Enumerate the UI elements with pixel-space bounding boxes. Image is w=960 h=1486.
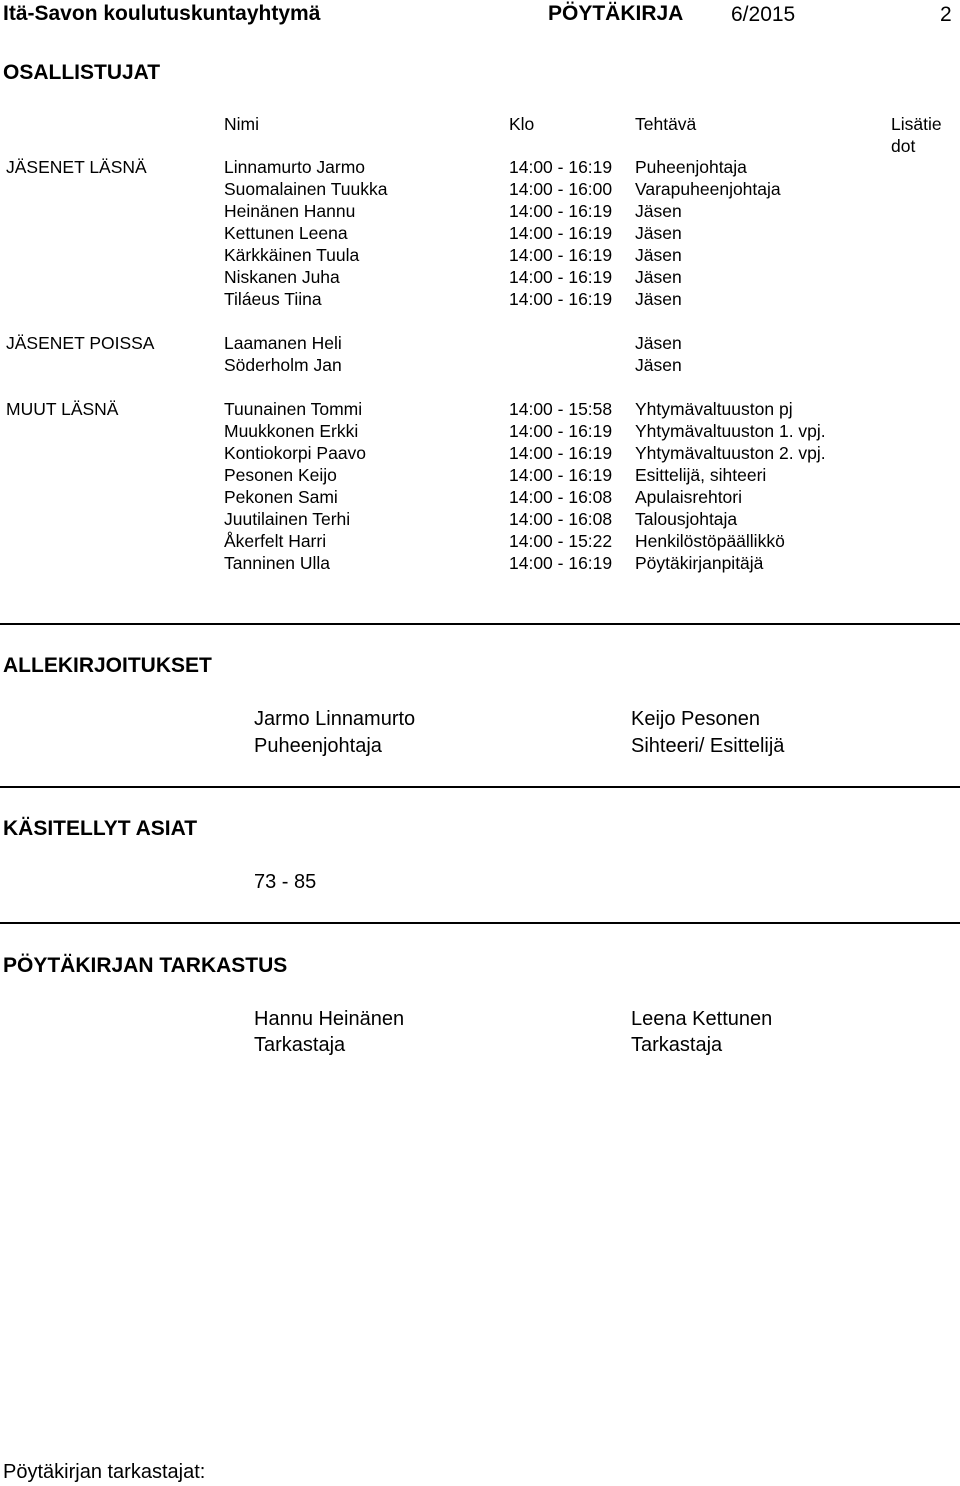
- reviewer-left-role: Tarkastaja: [254, 1034, 346, 1056]
- participant-row: [0, 443, 960, 465]
- participant-time: 14:00 - 15:58: [509, 399, 613, 419]
- participant-role: Yhtymävaltuuston 2. vpj.: [635, 443, 826, 463]
- participant-row: [0, 531, 960, 553]
- participant-row: [0, 333, 960, 355]
- reviewer-left-name: Hannu Heinänen: [254, 1008, 405, 1030]
- participant-role: Yhtymävaltuuston pj: [635, 399, 793, 419]
- participant-time: 14:00 - 16:19: [509, 223, 613, 243]
- participant-role: Jäsen: [635, 201, 682, 221]
- participant-time: 14:00 - 16:19: [509, 245, 613, 265]
- participant-time: 14:00 - 16:08: [509, 487, 613, 507]
- participant-row: [0, 553, 960, 575]
- participant-name: Heinänen Hannu: [224, 201, 356, 221]
- participant-time: 14:00 - 16:00: [509, 179, 613, 199]
- document-type: PÖYTÄKIRJA: [548, 2, 684, 25]
- participant-time: 14:00 - 16:19: [509, 421, 613, 441]
- participant-row: [0, 223, 960, 245]
- participant-role: Talousjohtaja: [635, 509, 738, 529]
- participant-name: Niskanen Juha: [224, 267, 340, 287]
- participant-time: 14:00 - 16:19: [509, 201, 613, 221]
- participant-time: 14:00 - 16:19: [509, 443, 613, 463]
- participant-name: Tanninen Ulla: [224, 553, 331, 573]
- participant-name: Suomalainen Tuukka: [224, 179, 388, 199]
- participant-row: [0, 157, 960, 179]
- participant-time: 14:00 - 16:19: [509, 553, 613, 573]
- participant-name: Tuunainen Tommi: [224, 399, 363, 419]
- participant-row: [0, 487, 960, 509]
- participant-row: [0, 267, 960, 289]
- participant-name: Muukkonen Erkki: [224, 421, 359, 441]
- participant-role: Pöytäkirjanpitäjä: [635, 553, 764, 573]
- participant-name: Pesonen Keijo: [224, 465, 337, 485]
- participant-role: Jäsen: [635, 267, 682, 287]
- page-number: 2: [940, 3, 952, 26]
- participant-role: Henkilöstöpäällikkö: [635, 531, 785, 551]
- participant-name: Kärkkäinen Tuula: [224, 245, 360, 265]
- participant-time: 14:00 - 16:19: [509, 157, 613, 177]
- participant-name: Linnamurto Jarmo: [224, 157, 366, 177]
- participant-row: [0, 465, 960, 487]
- signature-right-role: Sihteeri/ Esittelijä: [631, 735, 785, 757]
- column-header-name: Nimi: [224, 114, 259, 134]
- participant-name: Kontiokorpi Paavo: [224, 443, 367, 463]
- signature-left-role: Puheenjohtaja: [254, 735, 382, 757]
- section-divider: [0, 623, 960, 625]
- participant-name: Åkerfelt Harri: [224, 531, 327, 551]
- participant-role: Puheenjohtaja: [635, 157, 747, 177]
- column-header-notes-2: dot: [891, 136, 916, 156]
- participant-role: Esittelijä, sihteeri: [635, 465, 767, 485]
- handled-items-range: 73 - 85: [254, 871, 317, 893]
- participant-time: 14:00 - 16:19: [509, 289, 613, 309]
- handled-items-heading: KÄSITELLYT ASIAT: [3, 817, 198, 840]
- column-header-time: Klo: [509, 114, 535, 134]
- column-header-notes-1: Lisätie: [891, 114, 942, 134]
- participants-heading: OSALLISTUJAT: [3, 61, 161, 84]
- participant-role: Yhtymävaltuuston 1. vpj.: [635, 421, 826, 441]
- participant-row: [0, 509, 960, 531]
- participant-role: Jäsen: [635, 355, 682, 375]
- participant-row: [0, 355, 960, 377]
- reviewers-label: Pöytäkirjan tarkastajat:: [3, 1461, 206, 1483]
- participant-row: [0, 201, 960, 223]
- participant-role: Jäsen: [635, 333, 682, 353]
- group-label: MUUT LÄSNÄ: [6, 399, 119, 419]
- participant-name: Kettunen Leena: [224, 223, 348, 243]
- signature-left-name: Jarmo Linnamurto: [254, 708, 416, 730]
- participant-row: [0, 245, 960, 267]
- participant-role: Apulaisrehtori: [635, 487, 742, 507]
- column-header-role: Tehtävä: [635, 114, 697, 134]
- participant-time: 14:00 - 16:08: [509, 509, 613, 529]
- review-heading: PÖYTÄKIRJAN TARKASTUS: [3, 954, 288, 977]
- participant-role: Jäsen: [635, 223, 682, 243]
- participant-name: Juutilainen Terhi: [224, 509, 351, 529]
- participant-row: [0, 179, 960, 201]
- participant-time: 14:00 - 16:19: [509, 267, 613, 287]
- participant-row: [0, 421, 960, 443]
- participant-role: Jäsen: [635, 245, 682, 265]
- organization-name: Itä-Savon koulutuskuntayhtymä: [3, 2, 321, 25]
- participant-time: 14:00 - 16:19: [509, 465, 613, 485]
- group-label: JÄSENET POISSA: [6, 333, 155, 353]
- document-number: 6/2015: [731, 3, 796, 26]
- participant-role: Varapuheenjohtaja: [635, 179, 781, 199]
- participant-name: Pekonen Sami: [224, 487, 338, 507]
- section-divider: [0, 786, 960, 788]
- participant-name: Tiláeus Tiina: [224, 289, 322, 309]
- participant-row: [0, 399, 960, 421]
- participant-row: [0, 289, 960, 311]
- participant-time: 14:00 - 15:22: [509, 531, 613, 551]
- participant-name: Söderholm Jan: [224, 355, 342, 375]
- group-label: JÄSENET LÄSNÄ: [6, 157, 147, 177]
- signature-right-name: Keijo Pesonen: [631, 708, 760, 730]
- reviewer-right-role: Tarkastaja: [631, 1034, 723, 1056]
- section-divider: [0, 922, 960, 924]
- participant-name: Laamanen Heli: [224, 333, 342, 353]
- reviewer-right-name: Leena Kettunen: [631, 1008, 773, 1030]
- participant-role: Jäsen: [635, 289, 682, 309]
- signatures-heading: ALLEKIRJOITUKSET: [3, 654, 212, 677]
